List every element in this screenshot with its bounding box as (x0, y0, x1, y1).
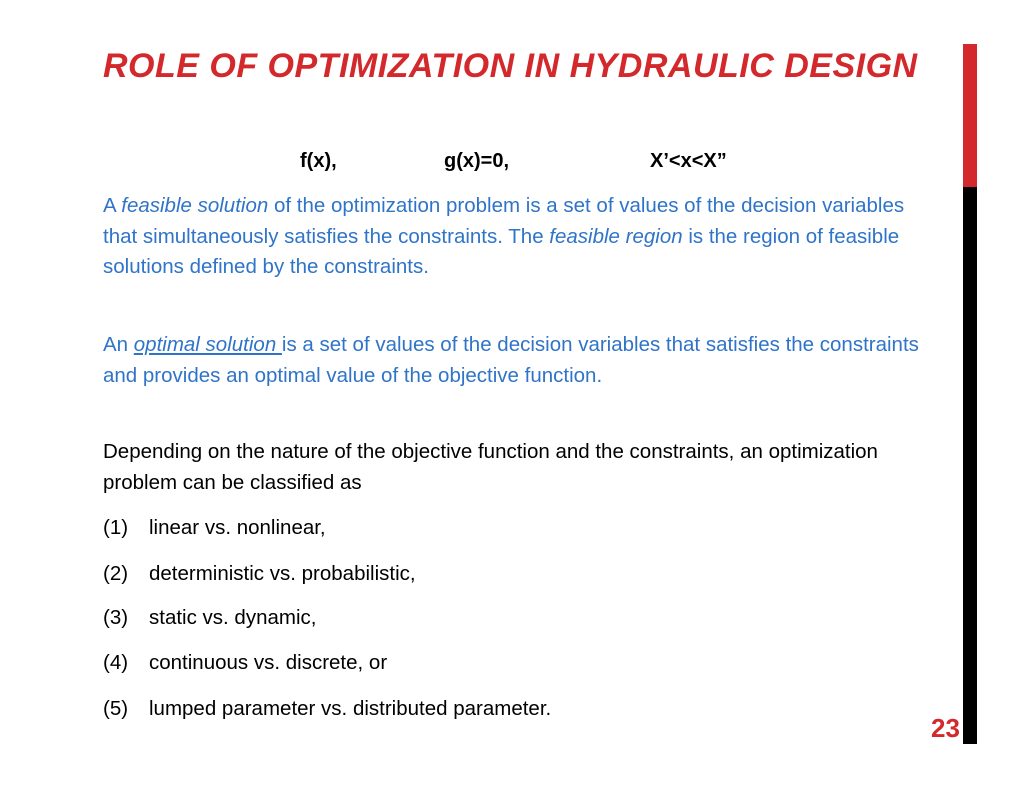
formula-f: f(x), (300, 150, 337, 172)
list-item (103, 648, 387, 678)
p2-text-a: An (103, 333, 134, 356)
list-text: continuous vs. discrete, or (149, 651, 388, 674)
list-item (103, 513, 326, 543)
optimal-solution-paragraph (103, 330, 943, 391)
p2-term-optimal-solution: optimal solution (133, 333, 282, 356)
list-item (103, 603, 316, 633)
p1-text-e: is the region of feasible solutions defined by the constraints. (103, 224, 900, 278)
accent-bar-black (963, 187, 977, 744)
p1-text-c: of the optimization problem is a set of values of the decision variables that simultaneously satisfies the constraints. The (103, 194, 905, 248)
p2-text-c: is a set of values of the decision variables that satisfies the constraints and provides an optimal value of the objective function. (103, 333, 919, 387)
accent-bar-red (963, 44, 977, 187)
list-number: (2) (103, 562, 129, 585)
list-number: (1) (103, 516, 129, 539)
feasible-solution-paragraph (103, 191, 943, 283)
list-number: (5) (103, 697, 129, 720)
list-number: (3) (103, 606, 129, 629)
list-text: deterministic vs. probabilistic, (149, 562, 416, 585)
slide-title: ROLE OF OPTIMIZATION IN HYDRAULIC DESIGN (103, 47, 918, 85)
formula-g: g(x)=0, (444, 150, 510, 172)
list-text: lumped parameter vs. distributed parameter. (149, 697, 552, 720)
list-number: (4) (103, 651, 129, 674)
formula-bounds: X’<x<X” (650, 150, 727, 172)
list-item (103, 694, 551, 724)
list-text: static vs. dynamic, (149, 606, 317, 629)
list-item (103, 559, 416, 589)
p1-term-feasible-region: feasible region (549, 224, 683, 248)
p1-text-a: A (103, 194, 122, 217)
classification-paragraph: Depending on the nature of the objective function and the constraints, an optimization problem can be classified as (103, 440, 878, 494)
p1-term-feasible-solution: feasible solution (121, 194, 269, 217)
page-number: 23 (931, 713, 960, 743)
list-text: linear vs. nonlinear, (149, 516, 326, 539)
